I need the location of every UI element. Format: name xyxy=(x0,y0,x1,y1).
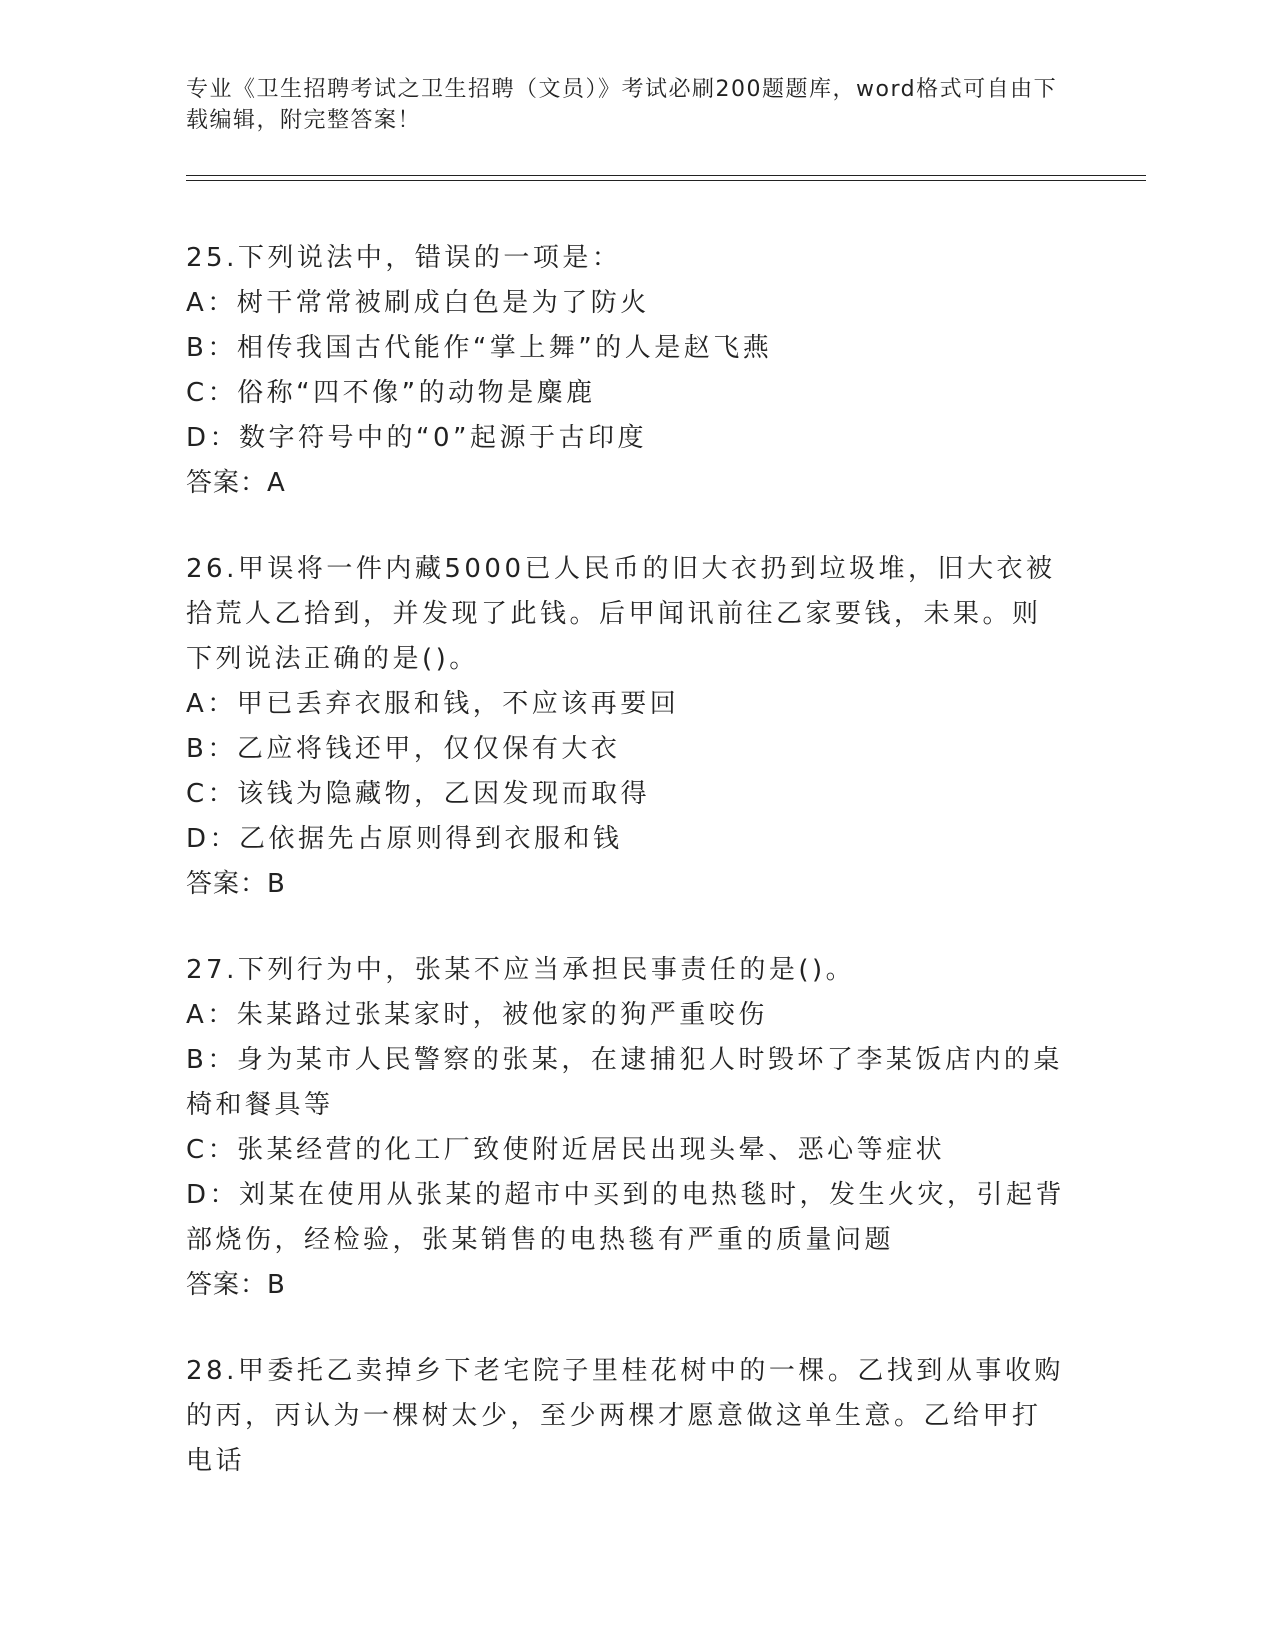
option-a: A：树干常常被刷成白色是为了防火 xyxy=(186,288,650,318)
option-a: A：甲已丢弃衣服和钱，不应该再要回 xyxy=(186,689,680,719)
answer-line: 答案：B xyxy=(186,1270,286,1300)
document-header: 专业《卫生招聘考试之卫生招聘（文员）》考试必刷200题题库，word格式可自由下载编辑，附完整答案！ xyxy=(186,77,1058,133)
question-26 xyxy=(186,547,1066,907)
option-b: B：身为某市人民警察的张某，在逮捕犯人时毁坏了李某饭店内的桌椅和餐具等 xyxy=(186,1045,1063,1120)
option-c: C：张某经营的化工厂致使附近居民出现头晕、恶心等症状 xyxy=(186,1135,946,1165)
option-c: C：俗称“四不像”的动物是麋鹿 xyxy=(186,378,596,408)
question-28 xyxy=(186,1349,1066,1484)
option-d: D：乙依据先占原则得到衣服和钱 xyxy=(186,824,623,854)
question-25 xyxy=(186,236,1066,506)
question-list xyxy=(186,236,1066,1525)
question-27 xyxy=(186,948,1066,1308)
header-divider-top xyxy=(186,175,1146,176)
option-d: D：数字符号中的“0”起源于古印度 xyxy=(186,423,648,453)
answer-line: 答案：B xyxy=(186,869,286,899)
header-divider-bottom xyxy=(186,180,1146,181)
option-b: B：相传我国古代能作“掌上舞”的人是赵飞燕 xyxy=(186,333,773,363)
question-stem: 26.甲误将一件内藏5000已人民币的旧大衣扔到垃圾堆，旧大衣被拾荒人乙拾到，并发现了此钱。后甲闻讯前往乙家要钱，未果。则下列说法正确的是()。 xyxy=(186,554,1056,674)
option-c: C：该钱为隐藏物，乙因发现而取得 xyxy=(186,779,651,809)
option-d: D：刘某在使用从张某的超市中买到的电热毯时，发生火灾，引起背部烧伤，经检验，张某销售的电热毯有严重的质量问题 xyxy=(186,1180,1066,1255)
option-a: A：朱某路过张某家时，被他家的狗严重咬伤 xyxy=(186,1000,768,1030)
question-stem: 25.下列说法中，错误的一项是： xyxy=(186,243,622,273)
question-stem: 28.甲委托乙卖掉乡下老宅院子里桂花树中的一棵。乙找到从事收购的丙，丙认为一棵树太少，至少两棵才愿意做这单生意。乙给甲打电话 xyxy=(186,1356,1064,1476)
answer-line: 答案：A xyxy=(186,468,286,498)
option-b: B：乙应将钱还甲，仅仅保有大衣 xyxy=(186,734,621,764)
question-stem: 27.下列行为中，张某不应当承担民事责任的是()。 xyxy=(186,955,856,985)
